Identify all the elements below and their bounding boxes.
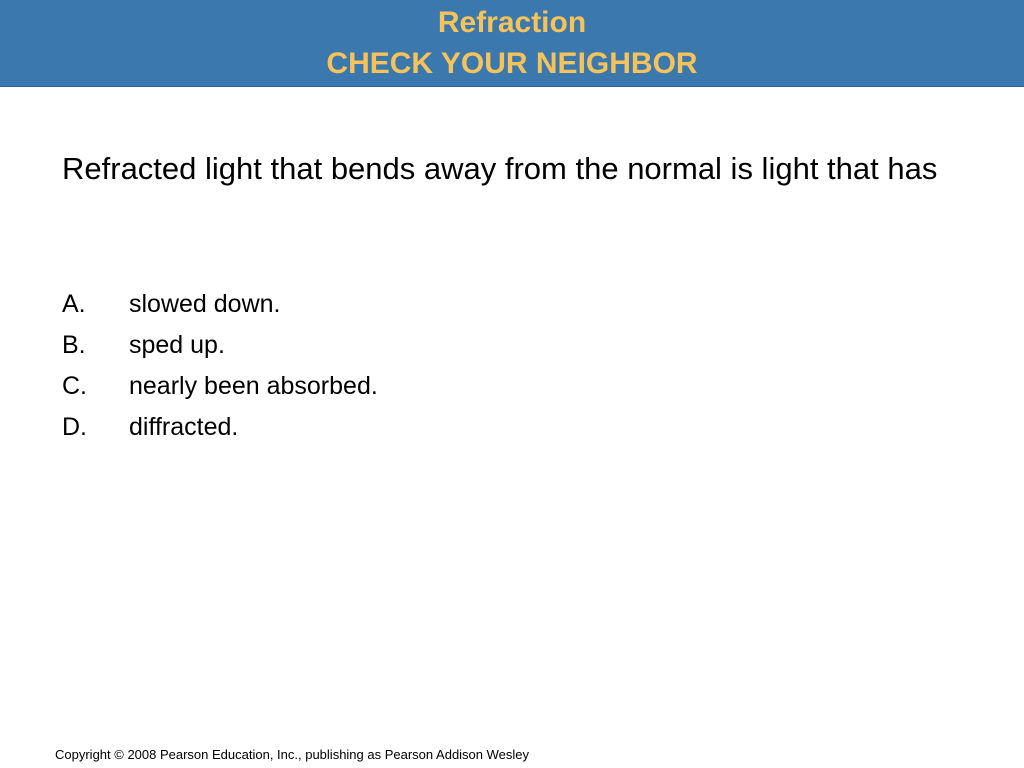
- answer-option-a: [62, 284, 962, 325]
- option-letter: A.: [62, 290, 86, 318]
- slide-title: Refraction: [437, 6, 587, 39]
- copyright-footer: Copyright © 2008 Pearson Education, Inc., publishing as Pearson Addison Wesley: [55, 747, 530, 762]
- question-text: Refracted light that bends away from the normal is light that has: [62, 151, 938, 186]
- answer-options-list: [62, 284, 962, 448]
- option-text: diffracted.: [129, 413, 239, 441]
- slide-subtitle: CHECK YOUR NEIGHBOR: [326, 47, 698, 80]
- answer-option-c: [62, 366, 962, 407]
- option-letter: B.: [62, 331, 86, 359]
- option-text: sped up.: [129, 331, 225, 359]
- answer-option-d: [62, 407, 962, 448]
- option-letter: D.: [62, 413, 87, 441]
- option-text: slowed down.: [129, 290, 281, 318]
- option-letter: C.: [62, 372, 87, 400]
- option-text: nearly been absorbed.: [129, 372, 378, 400]
- slide-header: [0, 0, 1024, 87]
- answer-option-b: [62, 325, 962, 366]
